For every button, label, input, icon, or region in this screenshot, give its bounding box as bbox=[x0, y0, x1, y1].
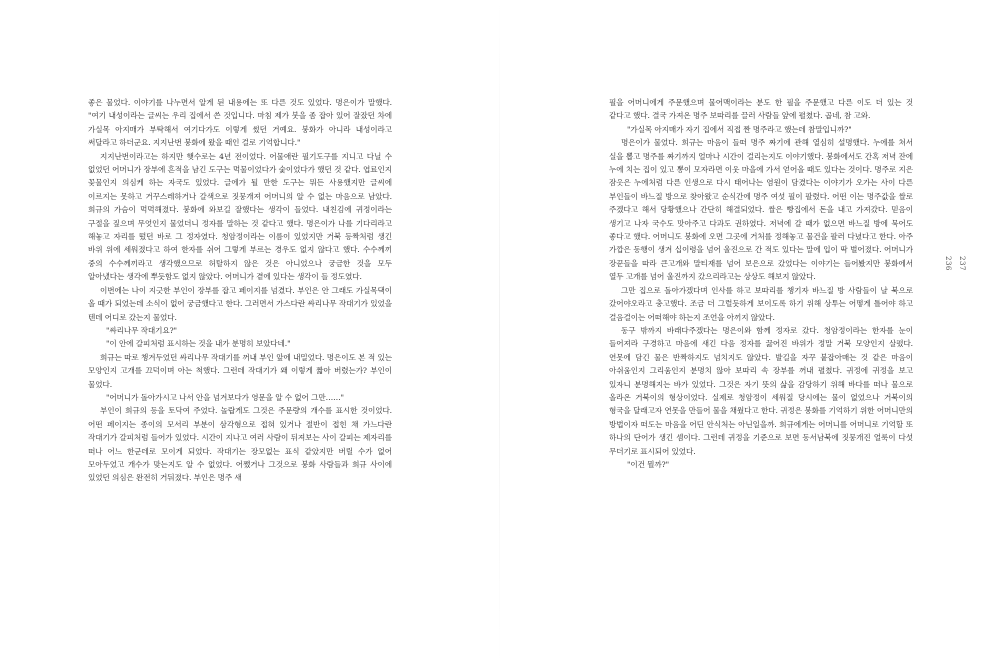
dialogue-line: "이건 뭘까?" bbox=[627, 459, 670, 469]
paragraph: 동구 밖까지 바래다주겠다는 명은이와 함께 정자로 갔다. 청암정이라는 한자를 눈이 들어져라 구경하고 마음에 새긴 다음 정자를 끓어진 바위가 정말 거북 모양인지 살폈다. 연못에 담긴 물은 반짝하지도 넘치지도 않았다. 발길을 자꾸 붙잡아매는 것 같은 마음이 아쉬움인지 그리움인지 분명치 않아 보따리 속 장부를 꺼내 펼쳤다. 귀정에 귀정을 보고 있자니 분명해지는 바가 있었다. 그것은 자기 뜻의 삶을 감당하기 위해 바다를 떠나 물으로 올라온 거북이의 형상이었다. 실제로 청암정이 세워질 당시에는 물이 없었으나 거북이의 형국을 달래고자 연못을 만들어 물을 채웠다고 한다. 귀정은 붕화를 기억하기 위한 어머니만의 방법이자 떠도는 마음을 어딘 안식처는 아닌일을까. 희규에게는 어머니를 어머니로 기억할 또 하나의 단어가 생긴 셈이다. 그런데 귀정을 기준으로 보면 동서남북에 짓뭉개진 얼룩이 다섯 무더기로 표시되어 있었다. bbox=[609, 325, 913, 456]
page-number-left: 236 bbox=[944, 256, 952, 271]
paragraph: 명은이가 물었다. 희규는 마음이 들떠 명주 짜기에 관해 열심히 설명했다. 누에를 쳐서 실을 뽑고 명주를 짜기까지 얼마나 시간이 걸리는지도 이야기했다. 붕화에서도 간혹 저녁 잔에 누에 치는 집이 있고 뽕이 모자라면 이웃 마을에 가서 얻어올 때도 있다는 것이다. 명주로 지은 잠옷은 누에처럼 다른 인생으로 다시 태어나는 염원이 담겼다는 이야기가 오가는 사이 다른 부인들이 바느질 방으로 찾아왔고 순식간에 명주 여섯 필이 팔렸다. 어떤 이는 명주값을 쌀로 주겠다고 해서 당황했으나 간단히 해결되었다. 쌀은 빵집에서 돈을 내고 가져갔다. 믿음이 생기고 나자 국수도 맛아주고 다과도 권하였다. 저녁에 갈 때가 없으면 바느질 방에 묵어도 좋다고 했다. 어머니도 붕화에 오면 그곳에 거처를 정해놓고 물건을 팔러 다녔다고 한다. 아주 가깝은 동행이 생겨 십이령을 넘어 울진으로 간 적도 있다는 말에 입이 딱 벌어졌다. 어머니가 장꾼들을 따라 큰고개와 말티재를 넘어 보은으로 갔었다는 이야기는 들어봤지만 붕화에서 열두 고개를 넘어 울진까지 갔으리라고는 상상도 해보지 않았다. bbox=[609, 138, 913, 282]
paragraph: 지지난번이라고는 하지만 햇수로는 4년 전이었다. 어물애란 필기도구를 지니고 다닐 수 없었던 어머니가 장부에 흔적을 남긴 도구는 먹물이었다가 숯이었다가 했던 것 같다. 엽료인지 꽃물인지 의심케 하는 자국도 있었다. 글에가 될 만한 도구는 뭐든 사용했지만 글씨에 이르지는 못하고 거꾸스레하거나 갈색으로 짓뭉개져 어머니의 알 수 없는 마음으로 남았다. 희규의 가슴이 먹먹해졌다. 붕화에 와보길 잘했다는 생각이 들었다. 내친김에 귀정이라는 구절을 짚으며 무엇인지 물었더니 정자를 말하는 것 같다고 했다. 명은이가 나를 기다리라고 해놓고 자리를 떴던 바로 그 정자였다. 청암정이라는 이름이 있었지만 거북 등짝처럼 생긴 바위 위에 세워졌다고 하여 한자를 쉬어 그렇게 부르는 경우도 없지 않다고 했다. 수수께끼 중의 수수께끼라고 생각했으므로 허탈하지 않은 것은 아니었으나 궁금한 것을 모두 알아냈다는 생각에 뿌듯함도 없지 않았다. 어머니가 곁에 있다는 생각이 들 정도였다. bbox=[88, 151, 392, 282]
dialogue-line: "가실목 아지매가 자기 집에서 직접 짠 명주라고 했는데 참말입니까?" bbox=[627, 124, 852, 134]
dialogue-line: "어머니가 돌아가시고 나서 안을 넘겨보다가 영문을 알 수 없어 그만……" bbox=[106, 392, 344, 402]
paragraph: 부인이 희규의 등을 토닥여 주었다. 놀랍게도 그것은 주문량의 개수를 표시한 것이었다. 어떤 페이지는 종이의 모서리 부분이 삼각형으로 접혀 있거나 절반이 접힌 채 가느다란 작대기가 갈피처럼 들어가 있었다. 시간이 지나고 여러 사람이 뒤져보는 사이 갈피는 제자리를 떠나 어느 한군데로 모이게 되었다. 작대기는 장모없는 표식 같았지만 버릴 수가 없어 모아두었고 개수가 맞는지도 알 수 없었다. 어쨌거나 그것으로 붕화 사람들과 희규 사이에 있었던 의심은 완전히 거둬졌다. 부인은 명주 새 bbox=[88, 406, 392, 483]
page-number-right: 237 bbox=[958, 256, 966, 271]
dialogue-line: "이 안에 갈피처럼 표시하는 것을 내가 분명히 보았다네." bbox=[106, 339, 291, 349]
paragraph: 필을 어머니에게 주문했으며 물어맥이라는 분도 한 필을 주문했고 다른 이도 더 있는 것 같다고 했다. 결국 가져온 명주 보따리를 끌러 사람들 앞에 펼쳤다. 곱네, 참 고와. bbox=[609, 98, 913, 121]
paragraph: 그만 집으로 돌아가겠다며 인사를 하고 보따리를 챙기자 바느질 방 사람들이 날 북으로 갔어야오라고 충고했다. 조금 더 그럴듯하게 보이도록 하기 위해 상투는 어떻게 틀어야 하고 걸음걸이는 어떠해야 하는지 조언을 아끼지 않았다. bbox=[609, 285, 913, 322]
left-page-text bbox=[88, 96, 392, 485]
paragraph: 이번에는 나이 지긋한 부인이 장부를 잡고 페이지를 넘겼다. 부인은 안 그래도 가실목댁이 올 때가 되었는데 소식이 없어 궁금했다고 한다. 그러면서 가스다란 싸리나무 작대기가 있었을 텐데 어디로 갔는지 물었다. bbox=[88, 285, 392, 322]
dialogue-line: "싸리나무 작대기요?" bbox=[106, 325, 177, 335]
paragraph: 희규는 따로 챙겨두었던 싸리나무 작대기를 꺼내 부인 앞에 내밀었다. 명은이도 본 적 있는 모양인지 고개를 끄덕이며 아는 척했다. 그런데 작대기가 왜 이렇게 짧아 버렸는가? 부인이 물었다. bbox=[88, 352, 392, 389]
right-page-text bbox=[609, 96, 913, 471]
paragraph: 좋은 물었다. 이야기를 나누면서 알게 된 내용에는 또 다른 것도 있었다. 명은이가 말했다. "여기 내성이라는 글씨는 우리 집에서 쓴 것입니다. 마침 제가 붓을 좀 잡아 있어 잘잤던 차에 가실목 아지매가 부탁해서 여기다가도 이렇게 썼던 거예요. 붕화가 아니라 내성이라고 써달라고 하더군요. 지지난번 붕화에 왔을 때인 걸로 기억합니다." bbox=[88, 98, 392, 148]
